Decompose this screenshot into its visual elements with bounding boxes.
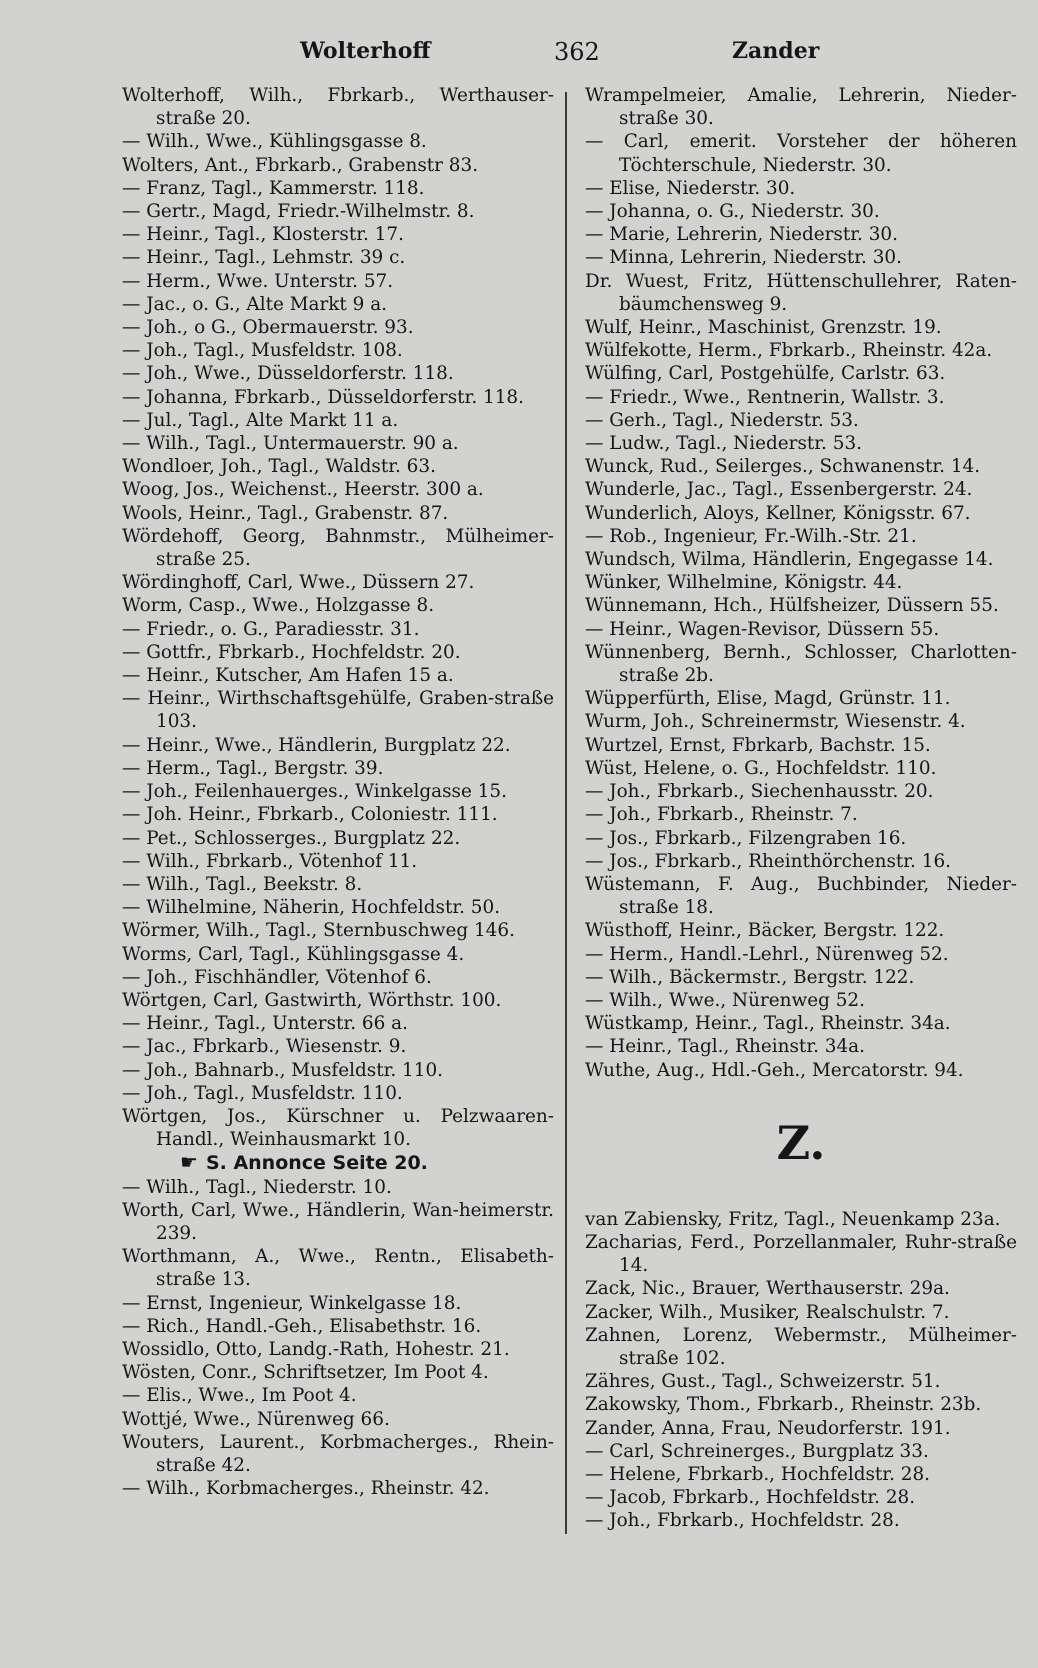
directory-entry: — Joh., o G., Obermauerstr. 93. — [122, 317, 414, 339]
directory-entry: Wüpperfürth, Elise, Magd, Grünstr. 11. — [585, 688, 951, 710]
directory-entry: Zander, Anna, Frau, Neudorferstr. 191. — [585, 1417, 951, 1439]
directory-entry: — Herm., Wwe. Unterstr. 57. — [122, 270, 394, 292]
directory-entry: — Elise, Niederstr. 30. — [585, 177, 796, 199]
directory-entry: Wülfing, Carl, Postgehülfe, Carlstr. 63. — [585, 363, 946, 385]
directory-entry: — Joh., Fischhändler, Vötenhof 6. — [122, 966, 432, 988]
directory-entry: Wools, Heinr., Tagl., Grabenstr. 87. — [122, 502, 449, 524]
directory-entry: Wörtgen, Jos., Kürschner u. Pelzwaaren-Handl., Weinhausmarkt 10. — [122, 1105, 554, 1151]
directory-entry: van Zabiensky, Fritz, Tagl., Neuenkamp 23a. — [585, 1208, 1001, 1230]
directory-entry: Wörtgen, Carl, Gastwirth, Wörthstr. 100. — [122, 989, 502, 1011]
directory-entry: Zack, Nic., Brauer, Werthauserstr. 29a. — [585, 1278, 950, 1300]
right-entry-list-z — [585, 1208, 1017, 1533]
directory-entry: — Franz, Tagl., Kammerstr. 118. — [122, 177, 425, 199]
directory-entry: Wüstkamp, Heinr., Tagl., Rheinstr. 34a. — [585, 1013, 951, 1035]
directory-entry: — Joh., Tagl., Musfeldstr. 110. — [122, 1082, 403, 1104]
directory-entry: — Friedr., o. G., Paradiesstr. 31. — [122, 618, 420, 640]
directory-entry: Wösten, Conr., Schriftsetzer, Im Poot 4. — [122, 1362, 489, 1384]
directory-entry: — Heinr., Wirthschaftsgehülfe, Graben-straße 103. — [122, 688, 554, 733]
directory-entry: — Joh., Bahnarb., Musfeldstr. 110. — [122, 1059, 443, 1081]
directory-entry: Wünker, Wilhelmine, Königstr. 44. — [585, 572, 903, 594]
directory-entry: — Pet., Schlosserges., Burgplatz 22. — [122, 827, 461, 849]
directory-entry: — Herm., Tagl., Bergstr. 39. — [122, 757, 384, 779]
directory-entry: Wottjé, Wwe., Nürenweg 66. — [122, 1408, 390, 1430]
directory-entry: — Joh., Fbrkarb., Hochfeldstr. 28. — [585, 1510, 900, 1532]
directory-entry: Wundsch, Wilma, Händlerin, Engegasse 14. — [585, 549, 994, 571]
directory-entry: — Heinr., Wwe., Händlerin, Burgplatz 22. — [122, 734, 511, 756]
column-divider — [565, 92, 567, 1534]
directory-entry: Wördinghoff, Carl, Wwe., Düssern 27. — [122, 572, 475, 594]
left-column — [122, 84, 554, 1500]
directory-entry: Zakowsky, Thom., Fbrkarb., Rheinstr. 23b. — [585, 1394, 982, 1416]
directory-entry: — Wilh., Fbrkarb., Vötenhof 11. — [122, 850, 418, 872]
directory-entry: — Jac., o. G., Alte Markt 9 a. — [122, 293, 388, 315]
directory-entry: — Jos., Fbrkarb., Rheinthörchenstr. 16. — [585, 850, 951, 872]
directory-entry: Woog, Jos., Weichenst., Heerstr. 300 a. — [122, 479, 484, 501]
directory-entry: Wörmer, Wilh., Tagl., Sternbuschweg 146. — [122, 920, 515, 942]
directory-entry: Wolterhoff, Wilh., Fbrkarb., Werthauser-straße 20. — [122, 85, 554, 130]
directory-entry: Wunderlich, Aloys, Kellner, Königsstr. 67. — [585, 502, 971, 524]
directory-entry: Wurm, Joh., Schreinermstr, Wiesenstr. 4. — [585, 711, 966, 733]
directory-entry: — Wilhelmine, Näherin, Hochfeldstr. 50. — [122, 897, 501, 919]
directory-entry: Wuthe, Aug., Hdl.-Geh., Mercatorstr. 94. — [585, 1059, 964, 1081]
directory-entry: Wüst, Helene, o. G., Hochfeldstr. 110. — [585, 757, 937, 779]
directory-entry: Zähres, Gust., Tagl., Schweizerstr. 51. — [585, 1371, 941, 1393]
right-entry-list — [585, 84, 1017, 1082]
directory-entry: Wünnenberg, Bernh., Schlosser, Charlotten-straße 2b. — [585, 641, 1017, 687]
directory-entry: — Gottfr., Fbrkarb., Hochfeldstr. 20. — [122, 641, 461, 663]
directory-entry: — Herm., Handl.-Lehrl., Nürenweg 52. — [585, 943, 949, 965]
directory-entry: — Gerh., Tagl., Niederstr. 53. — [585, 409, 859, 431]
directory-entry: Wrampelmeier, Amalie, Lehrerin, Nieder-straße 30. — [585, 85, 1017, 130]
directory-entry: — Wilh., Tagl., Beekstr. 8. — [122, 873, 363, 895]
right-column — [585, 84, 1017, 1533]
directory-entry: Wünnemann, Hch., Hülfsheizer, Düssern 55. — [585, 595, 999, 617]
directory-entry: Zahnen, Lorenz, Webermstr., Mülheimer-straße 102. — [585, 1324, 1017, 1369]
directory-entry: — Ernst, Ingenieur, Winkelgasse 18. — [122, 1292, 462, 1314]
directory-entry: — Joh., Feilenhauerges., Winkelgasse 15. — [122, 781, 507, 803]
directory-entry: Wondloer, Joh., Tagl., Waldstr. 63. — [122, 456, 436, 478]
annonce-reference — [122, 1151, 554, 1175]
directory-entry: — Joh. Heinr., Fbrkarb., Coloniestr. 111. — [122, 804, 498, 826]
directory-entry: — Carl, Schreinerges., Burgplatz 33. — [585, 1440, 929, 1462]
directory-entry: — Joh., Wwe., Düsseldorferstr. 118. — [122, 363, 454, 385]
directory-entry: — Rich., Handl.-Geh., Elisabethstr. 16. — [122, 1315, 482, 1337]
directory-entry: — Wilh., Tagl., Untermauerstr. 90 a. — [122, 433, 459, 455]
directory-entry: — Heinr., Tagl., Unterstr. 66 a. — [122, 1013, 408, 1035]
directory-entry: — Johanna, o. G., Niederstr. 30. — [585, 201, 880, 223]
pointing-hand-icon: ☛ — [180, 1150, 198, 1175]
directory-entry: — Heinr., Tagl., Klosterstr. 17. — [122, 224, 404, 246]
directory-entry: — Carl, emerit. Vorsteher der höheren Töchterschule, Niederstr. 30. — [585, 131, 1017, 176]
directory-entry: Wunderle, Jac., Tagl., Essenbergerstr. 24. — [585, 479, 973, 501]
directory-entry: — Helene, Fbrkarb., Hochfeldstr. 28. — [585, 1463, 931, 1485]
directory-entry: — Heinr., Tagl., Rheinstr. 34a. — [585, 1036, 865, 1058]
directory-entry: Wördehoff, Georg, Bahnmstr., Mülheimer-straße 25. — [122, 525, 554, 571]
directory-entry: Wossidlo, Otto, Landg.-Rath, Hohestr. 21. — [122, 1338, 510, 1360]
directory-entry: Wolters, Ant., Fbrkarb., Grabenstr 83. — [122, 154, 479, 176]
directory-entry: Wouters, Laurent., Korbmacherges., Rhein-straße 42. — [122, 1431, 554, 1476]
directory-entry: — Jul., Tagl., Alte Markt 11 a. — [122, 409, 399, 431]
directory-entry: — Heinr., Tagl., Lehmstr. 39 c. — [122, 247, 406, 269]
directory-entry: — Rob., Ingenieur, Fr.-Wilh.-Str. 21. — [585, 525, 917, 547]
page-header — [120, 34, 1020, 74]
directory-entry: Worthmann, A., Wwe., Rentn., Elisabeth-straße 13. — [122, 1246, 554, 1291]
directory-entry: Zacharias, Ferd., Porzellanmaler, Ruhr-straße 14. — [585, 1231, 1017, 1277]
directory-entry: — Minna, Lehrerin, Niederstr. 30. — [585, 247, 902, 269]
directory-entry: — Wilh., Wwe., Kühlingsgasse 8. — [122, 131, 427, 153]
directory-entry: — Heinr., Kutscher, Am Hafen 15 a. — [122, 665, 454, 687]
page-number: 362 — [554, 38, 600, 66]
header-last-name: Zander — [732, 38, 820, 64]
directory-entry: — Wilh., Korbmacherges., Rheinstr. 42. — [122, 1478, 490, 1500]
directory-entry: — Jac., Fbrkarb., Wiesenstr. 9. — [122, 1036, 407, 1058]
directory-entry: Wunck, Rud., Seilerges., Schwanenstr. 14. — [585, 456, 981, 478]
directory-entry: Worm, Casp., Wwe., Holzgasse 8. — [122, 595, 435, 617]
directory-entry: — Marie, Lehrerin, Niederstr. 30. — [585, 224, 898, 246]
section-letter: Z. — [776, 1115, 826, 1170]
directory-entry: Wülfekotte, Herm., Fbrkarb., Rheinstr. 42a. — [585, 340, 993, 362]
directory-entry: — Ludw., Tagl., Niederstr. 53. — [585, 433, 862, 455]
directory-entry: — Jacob, Fbrkarb., Hochfeldstr. 28. — [585, 1487, 916, 1509]
left-entry-list-after — [122, 1176, 554, 1501]
directory-entry: — Wilh., Tagl., Niederstr. 10. — [122, 1176, 392, 1198]
directory-entry: — Friedr., Wwe., Rentnerin, Wallstr. 3. — [585, 386, 945, 408]
directory-entry: — Joh., Fbrkarb., Siechenhausstr. 20. — [585, 781, 934, 803]
directory-entry: — Wilh., Bäckermstr., Bergstr. 122. — [585, 966, 915, 988]
directory-entry: — Heinr., Wagen-Revisor, Düssern 55. — [585, 618, 940, 640]
left-entry-list — [122, 84, 554, 1151]
directory-entry: Wüstemann, F. Aug., Buchbinder, Nieder-straße 18. — [585, 873, 1017, 919]
directory-entry: — Elis., Wwe., Im Poot 4. — [122, 1385, 357, 1407]
directory-entry: — Jos., Fbrkarb., Filzengraben 16. — [585, 827, 907, 849]
directory-entry: — Johanna, Fbrkarb., Düsseldorferstr. 118. — [122, 386, 524, 408]
annonce-text: S. Annonce Seite 20. — [205, 1152, 428, 1175]
header-first-name: Wolterhoff — [300, 38, 431, 64]
directory-entry: — Gertr., Magd, Friedr.-Wilhelmstr. 8. — [122, 201, 475, 223]
directory-entry: Zacker, Wilh., Musiker, Realschulstr. 7. — [585, 1301, 950, 1323]
directory-entry: Worms, Carl, Tagl., Kühlingsgasse 4. — [122, 943, 465, 965]
directory-entry: Wüsthoff, Heinr., Bäcker, Bergstr. 122. — [585, 920, 945, 942]
directory-entry: Wurtzel, Ernst, Fbrkarb, Bachstr. 15. — [585, 734, 931, 756]
directory-entry: Dr. Wuest, Fritz, Hüttenschullehrer, Raten-bäumchensweg 9. — [585, 270, 1017, 315]
directory-entry: — Joh., Tagl., Musfeldstr. 108. — [122, 340, 403, 362]
directory-entry: Worth, Carl, Wwe., Händlerin, Wan-heimerstr. 239. — [122, 1199, 554, 1244]
directory-entry: Wulf, Heinr., Maschinist, Grenzstr. 19. — [585, 317, 942, 339]
directory-entry: — Joh., Fbrkarb., Rheinstr. 7. — [585, 804, 858, 826]
directory-entry: — Wilh., Wwe., Nürenweg 52. — [585, 989, 865, 1011]
